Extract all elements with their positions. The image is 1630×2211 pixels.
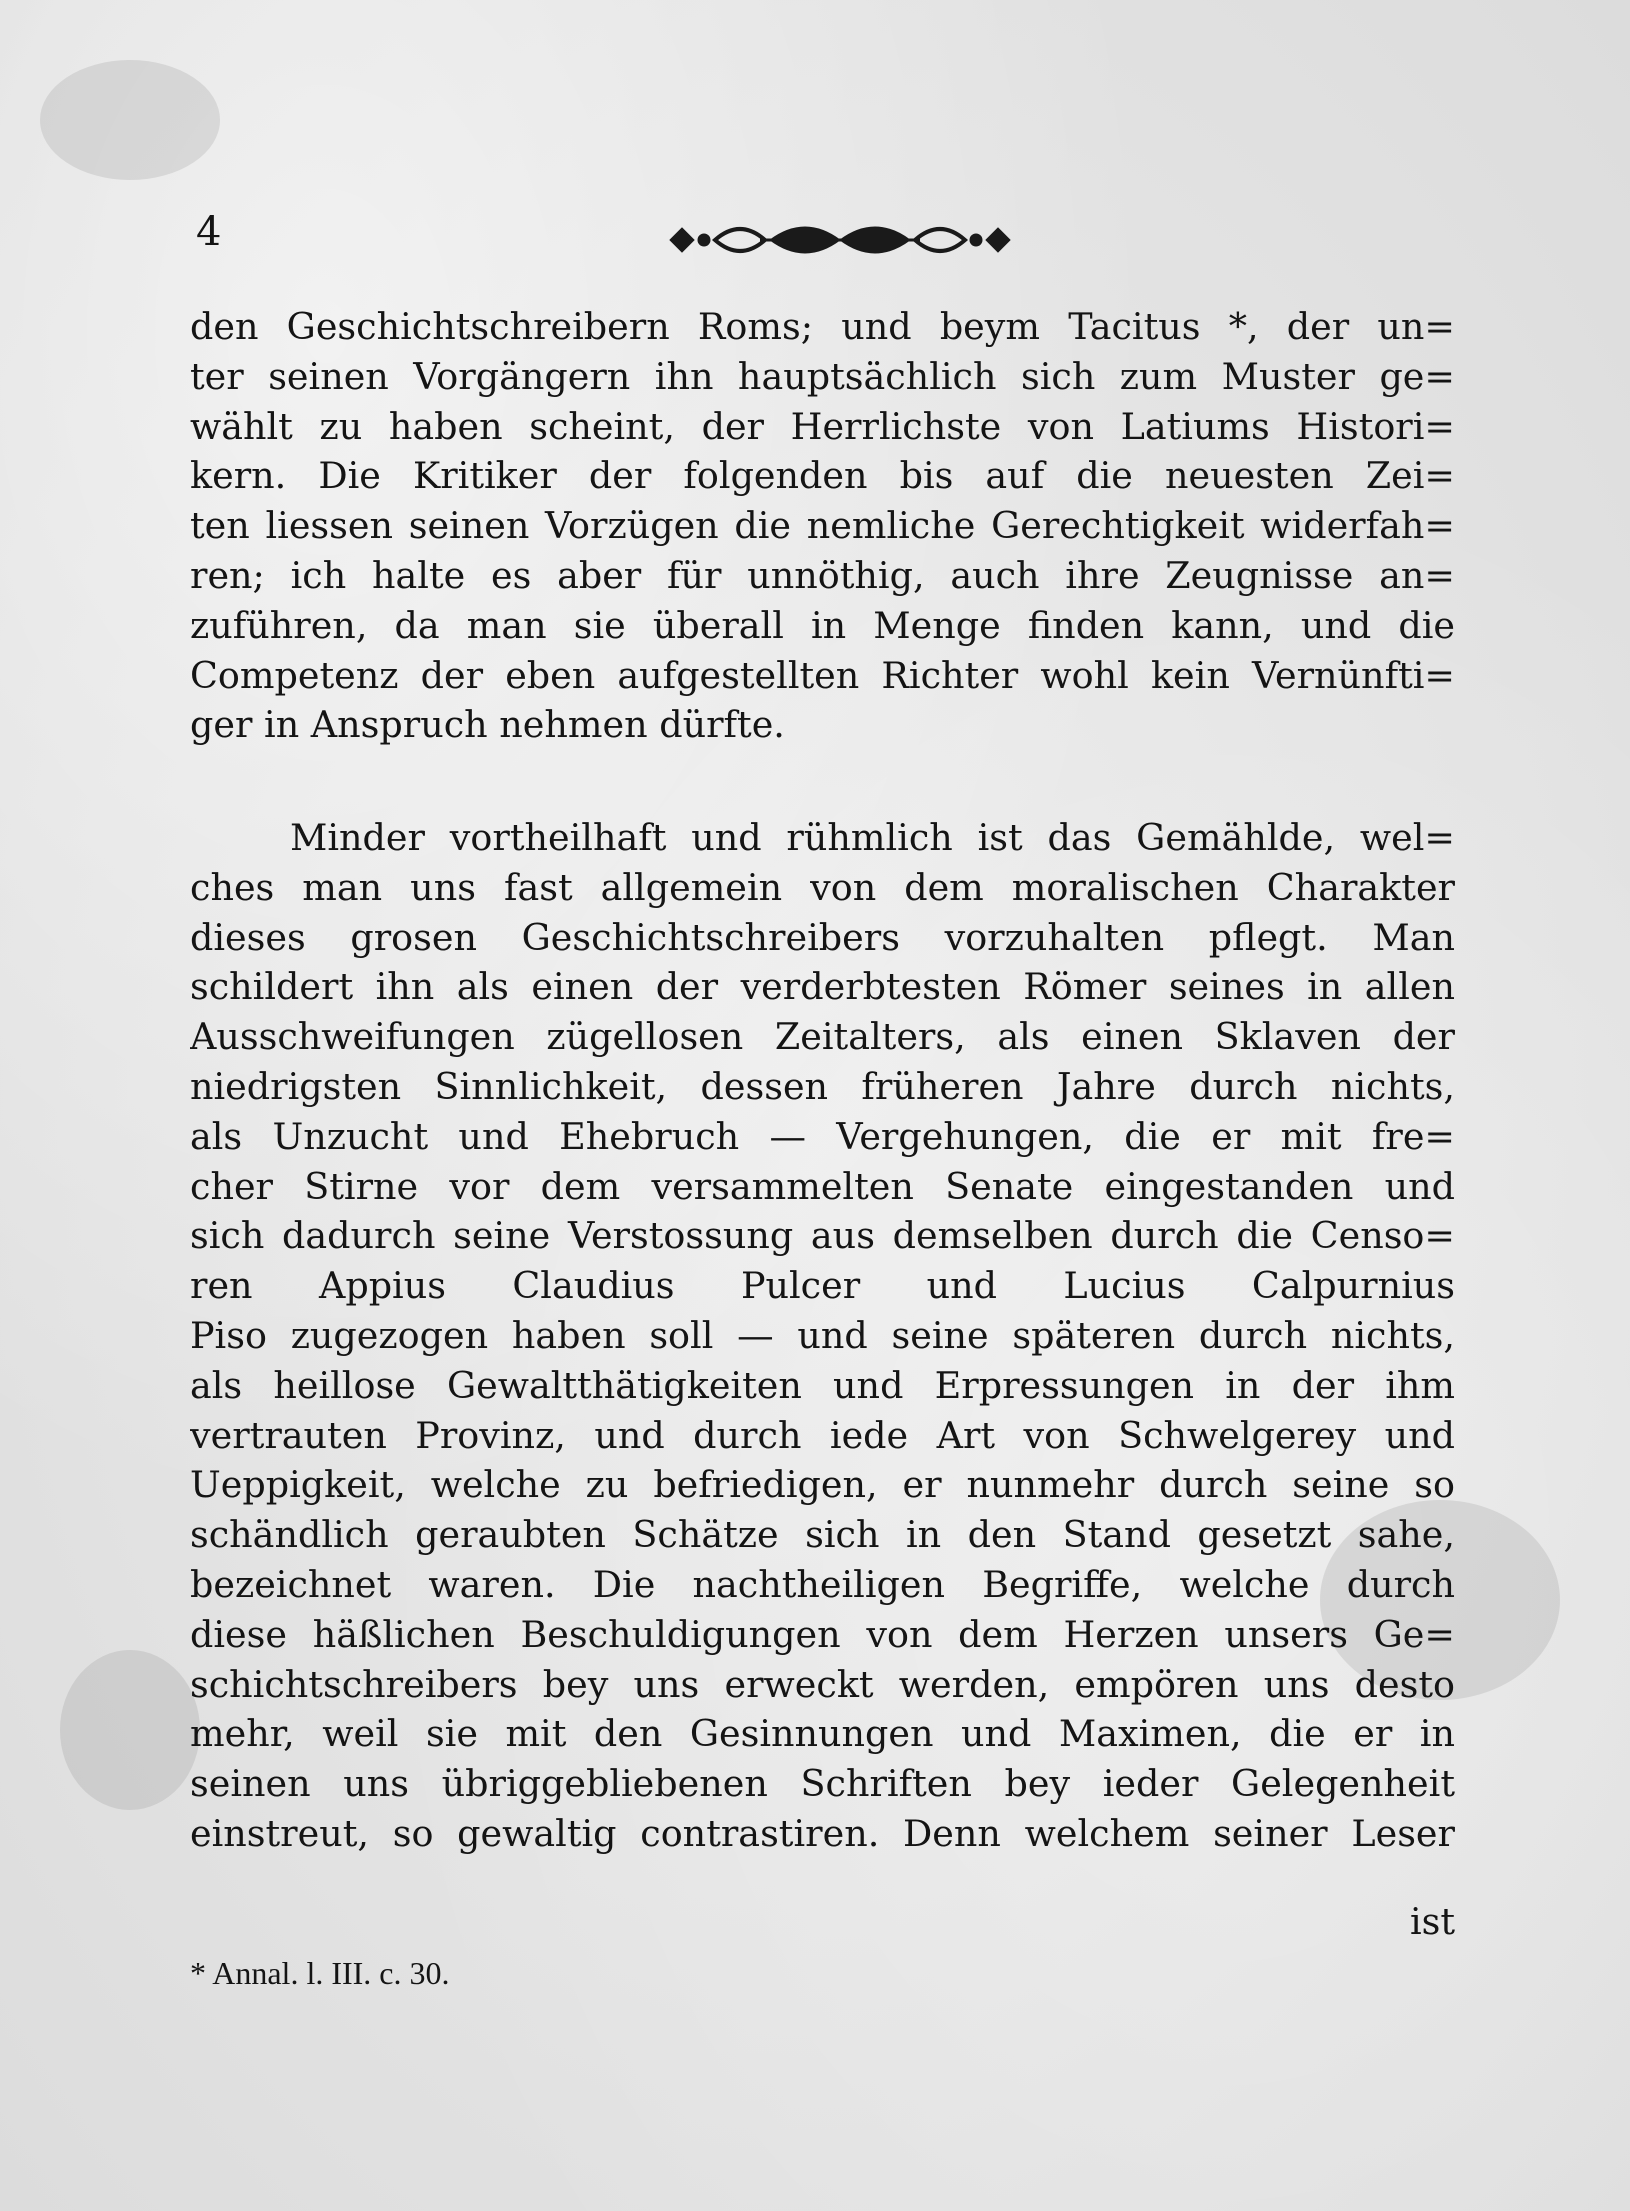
floral-ornament-icon xyxy=(660,210,1020,270)
text-line: ger in Anspruch nehmen dürfte. xyxy=(190,703,785,747)
text-line: Competenz der eben aufgestellten Richter wohl kein Vernünfti= xyxy=(190,653,1455,697)
text-line: seinen uns übriggebliebenen Schriften bey ieder Gelegenheit xyxy=(190,1762,1455,1806)
text-line: zuführen, da man sie überall in Menge finden kann, und die xyxy=(190,603,1455,647)
text-line: einstreut, so gewaltig contrastiren. Denn welchem seiner Leser xyxy=(190,1811,1455,1855)
text-line: bezeichnet waren. Die nachtheiligen Begriffe, welche durch xyxy=(190,1562,1455,1606)
text-line: diese häßlichen Beschuldigungen von dem Herzen unsers Ge= xyxy=(190,1612,1455,1656)
text-line: schändlich geraubten Schätze sich in den Stand gesetzt sahe, xyxy=(190,1513,1455,1557)
text-line: mehr, weil sie mit den Gesinnungen und Maximen, die er in xyxy=(190,1712,1455,1756)
text-line: ren; ich halte es aber für unnöthig, auch ihre Zeugnisse an= xyxy=(190,553,1455,597)
text-line: sich dadurch seine Verstossung aus demselben durch die Censo= xyxy=(190,1214,1455,1258)
text-line: als heillose Gewaltthätigkeiten und Erpressungen in der ihm xyxy=(190,1363,1455,1407)
text-line: ches man uns fast allgemein von dem moralischen Charakter xyxy=(190,865,1455,909)
text-line: Piso zugezogen haben soll — und seine späteren durch nichts, xyxy=(190,1313,1455,1357)
text-line: niedrigsten Sinnlichkeit, dessen früheren Jahre durch nichts, xyxy=(190,1064,1455,1108)
paper-stain xyxy=(60,1650,200,1810)
text-line: kern. Die Kritiker der folgenden bis auf die neuesten Zei= xyxy=(190,454,1455,498)
text-line: wählt zu haben scheint, der Herrlichste von Latiums Histori= xyxy=(190,404,1455,448)
text-line: cher Stirne vor dem versammelten Senate eingestanden und xyxy=(190,1164,1455,1208)
page-number: 4 xyxy=(196,209,222,255)
text-line: Ausschweifungen zügellosen Zeitalters, als einen Sklaven der xyxy=(190,1015,1455,1059)
text-line: schildert ihn als einen der verderbtesten Römer seines in allen xyxy=(190,965,1455,1009)
text-line: vertrauten Provinz, und durch iede Art von Schwelgerey und xyxy=(190,1413,1455,1457)
footnote: * Annal. l. III. c. 30. xyxy=(190,1955,450,1991)
paragraph-2 xyxy=(190,813,1455,1859)
text-line: den Geschichtschreibern Roms; und beym Tacitus *, der un= xyxy=(190,305,1455,348)
paper-stain xyxy=(40,60,220,180)
text-line: Ueppigkeit, welche zu befriedigen, er nunmehr durch seine so xyxy=(190,1463,1455,1507)
text-line: ter seinen Vorgängern ihn hauptsächlich sich zum Muster ge= xyxy=(190,354,1455,398)
text-line: ten liessen seinen Vorzügen die nemliche Gerechtigkeit widerfah= xyxy=(190,504,1455,548)
catchword: ist xyxy=(1410,1900,1456,1943)
text-line: schichtschreibers bey uns erweckt werden, empören uns desto xyxy=(190,1662,1455,1706)
text-line: als Unzucht und Ehebruch — Vergehungen, die er mit fre= xyxy=(190,1114,1455,1158)
paragraph-1 xyxy=(190,302,1455,750)
text-line: ren Appius Claudius Pulcer und Lucius Calpurnius xyxy=(190,1264,1455,1308)
text-line: Minder vortheilhaft und rühmlich ist das Gemählde, wel= xyxy=(290,816,1455,859)
text-line: dieses grosen Geschichtschreibers vorzuhalten pflegt. Man xyxy=(190,915,1455,959)
